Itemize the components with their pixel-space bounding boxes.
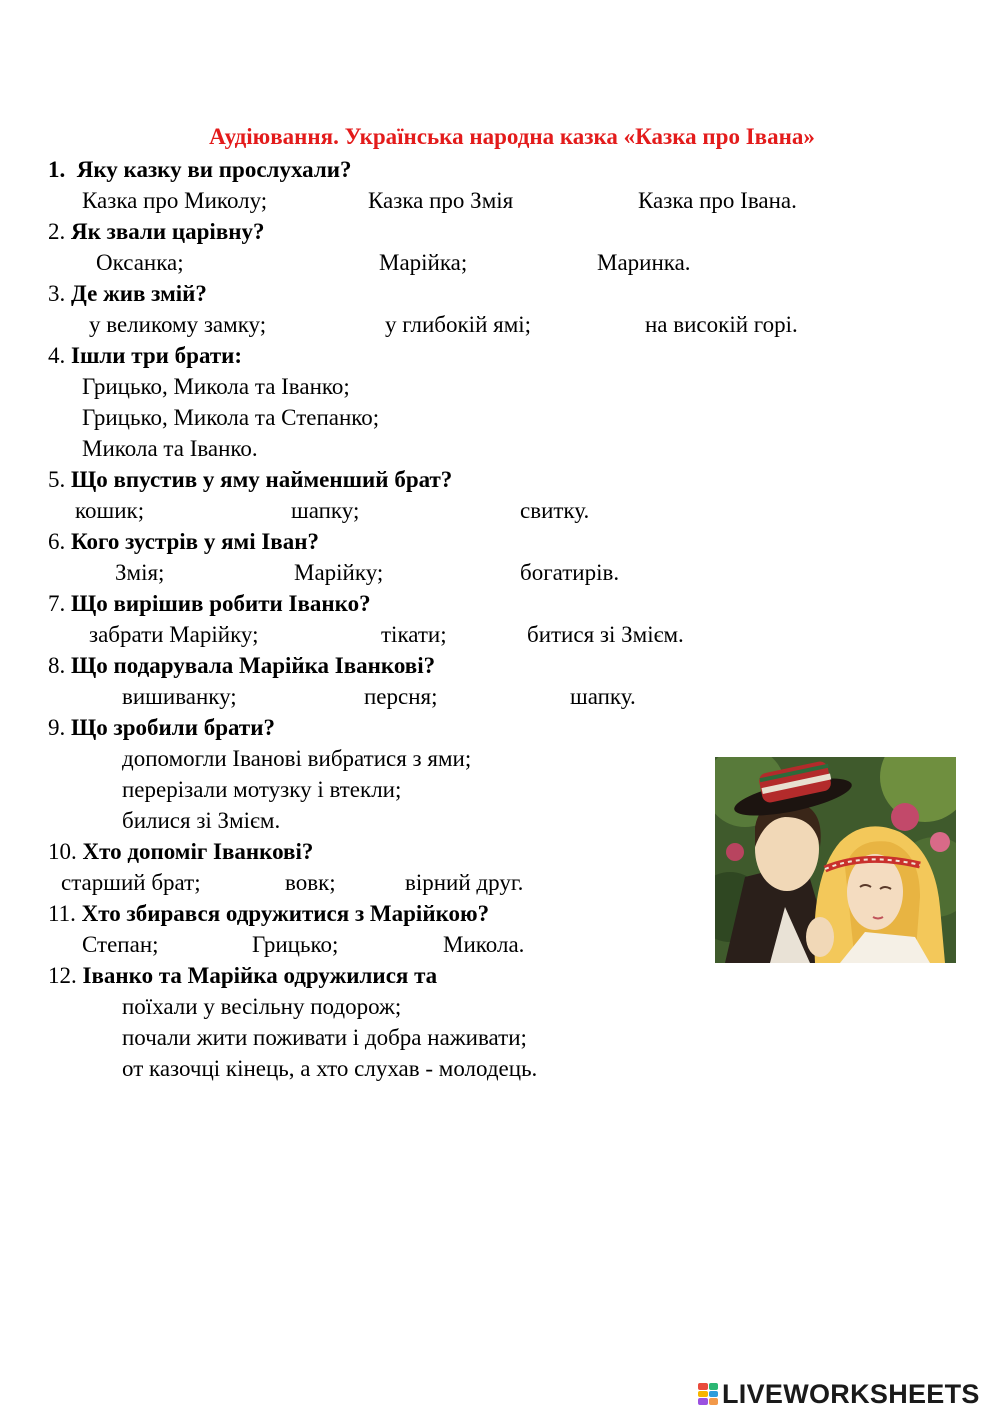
question-5: 5. Що впустив у яму найменший брат? bbox=[48, 467, 453, 492]
option[interactable]: вірний друг. bbox=[405, 870, 524, 895]
question-8: 8. Що подарувала Марійка Іванкові? bbox=[48, 653, 436, 678]
option[interactable]: персня; bbox=[364, 684, 438, 709]
option[interactable]: забрати Марійку; bbox=[89, 622, 259, 647]
option[interactable]: Марійку; bbox=[294, 560, 384, 585]
illustration-couple bbox=[715, 757, 956, 963]
page-title: Аудіювання. Українська народна казка «Казка про Івана» bbox=[209, 124, 815, 149]
option[interactable]: Грицько, Микола та Степанко; bbox=[82, 405, 380, 430]
question-3: 3. Де жив змій? bbox=[48, 281, 207, 306]
option[interactable]: Маринка. bbox=[597, 250, 691, 275]
option[interactable]: у глибокій ямі; bbox=[385, 312, 532, 337]
question-11: 11. Хто збирався одружитися з Марійкою? bbox=[48, 901, 490, 926]
option[interactable]: перерізали мотузку і втекли; bbox=[122, 777, 402, 802]
option[interactable]: вишиванку; bbox=[122, 684, 237, 709]
question-4: 4. Ішли три брати: bbox=[48, 343, 243, 368]
option[interactable]: богатирів. bbox=[520, 560, 620, 585]
option[interactable]: билися зі Змієм. bbox=[122, 808, 281, 833]
option[interactable]: допомогли Іванові вибратися з ями; bbox=[122, 746, 472, 771]
question-9: 9. Що зробили брати? bbox=[48, 715, 275, 740]
question-6: 6. Кого зустрів у ямі Іван? bbox=[48, 529, 319, 554]
option[interactable]: старший брат; bbox=[61, 870, 201, 895]
option[interactable]: от казочці кінець, а хто слухав - молодець. bbox=[122, 1056, 538, 1081]
question-12: 12. Іванко та Марійка одружилися та bbox=[48, 963, 438, 988]
option[interactable]: Оксанка; bbox=[96, 250, 184, 275]
question-1 bbox=[48, 154, 352, 185]
option[interactable]: свитку. bbox=[520, 498, 590, 523]
question-number: 1. bbox=[48, 157, 66, 182]
option[interactable]: Казка про Івана. bbox=[638, 188, 797, 213]
logo-text: LIVEWORKSHEETS bbox=[722, 1378, 980, 1409]
option[interactable]: Грицько; bbox=[252, 932, 339, 957]
option[interactable]: шапку; bbox=[291, 498, 360, 523]
option[interactable]: кошик; bbox=[75, 498, 145, 523]
option[interactable]: Микола. bbox=[443, 932, 525, 957]
option[interactable]: вовк; bbox=[285, 870, 336, 895]
question-text: Яку казку ви прослухали? bbox=[76, 157, 352, 182]
question-10: 10. Хто допоміг Іванкові? bbox=[48, 839, 314, 864]
option[interactable]: Марійка; bbox=[379, 250, 468, 275]
option[interactable]: Грицько, Микола та Іванко; bbox=[82, 374, 350, 399]
option[interactable]: на високій горі. bbox=[645, 312, 798, 337]
option[interactable]: Микола та Іванко. bbox=[82, 436, 258, 461]
question-7: 7. Що вирішив робити Іванко? bbox=[48, 591, 371, 616]
option[interactable]: почали жити поживати і добра наживати; bbox=[122, 1025, 527, 1050]
option[interactable]: битися зі Змієм. bbox=[527, 622, 684, 647]
question-2: 2. Як звали царівну? bbox=[48, 219, 265, 244]
logo-grid-icon bbox=[698, 1383, 718, 1405]
liveworksheets-logo[interactable] bbox=[698, 1378, 980, 1410]
option[interactable]: Степан; bbox=[82, 932, 159, 957]
option[interactable]: Казка про Миколу; bbox=[82, 188, 268, 213]
option[interactable]: у великому замку; bbox=[89, 312, 267, 337]
option[interactable]: Казка про Змія bbox=[368, 188, 514, 213]
option[interactable]: поїхали у весільну подорож; bbox=[122, 994, 402, 1019]
option[interactable]: шапку. bbox=[570, 684, 636, 709]
option[interactable]: Змія; bbox=[115, 560, 165, 585]
option[interactable]: тікати; bbox=[381, 622, 447, 647]
